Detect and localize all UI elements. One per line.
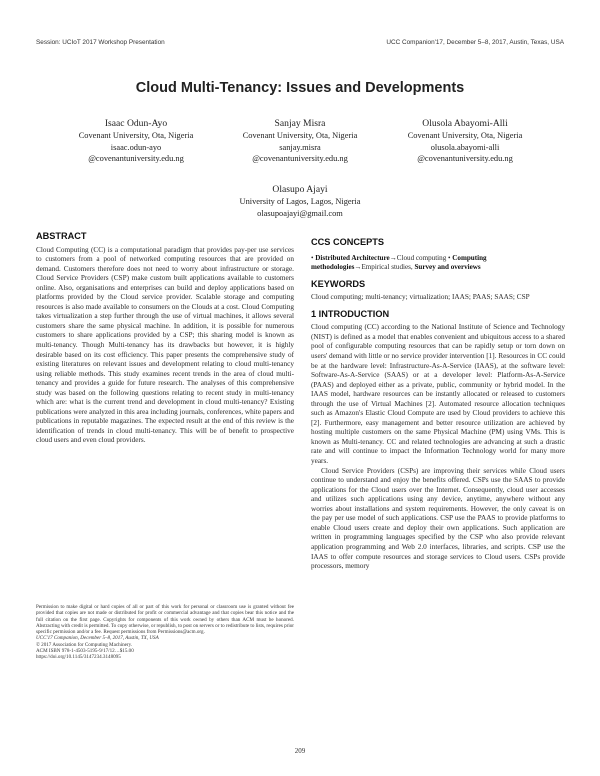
venue-line: UCC'17 Companion, December 5–8, 2017, Austin, TX, USA bbox=[36, 635, 159, 642]
abstract-heading: ABSTRACT bbox=[36, 231, 87, 241]
ccs-term: Computing methodologies bbox=[311, 253, 487, 272]
author-email[interactable]: isaac.odun-ayo bbox=[110, 142, 162, 152]
ccs-term: Survey and overviews bbox=[414, 263, 481, 272]
arrow-icon: → bbox=[389, 253, 397, 262]
ccs-term: Distributed Architecture bbox=[315, 253, 390, 262]
author-affiliation: Covenant University, Ota, Nigeria bbox=[78, 131, 194, 140]
intro-paragraph: Cloud computing (CC) according to the National Institute of Science and Technology (NIST) is defined as a model that enables convenient and ubiquitous access to a shared pool of configurable computing resources that can be rapidly setup or torn down on users' demand with little or no service provider intervention [1]. Resources in CC could be at the hardware level: Infrastructure-As-A-Service (IAAS), at the software level: Software-As-A-Service (SAAS) or at a developer level: Platform-As-A-Service (PAAS) and deployed either as a private, public, community or hybrid model. In the IAAS model, hardware resources can be instantly allocated or released to customers through the use of Virtual Machines [2]. Automated resource allocation techniques such as Amazon's Elastic Cloud Compute are used by Cloud providers to achieve this [2]. Furthermore, easy management and better resource utilization are achieved by hosting multiple customers on the same Physical Machine (PM) using VMs. This is known as Multi-tenancy. CC and related technologies are advancing at such a drastic rate and will continue to impact the Information Technology world for many more years. bbox=[311, 323, 565, 466]
running-header-left: Session: UCIoT 2017 Workshop Presentation bbox=[36, 39, 165, 46]
permission-text: Permission to make digital or hard copies of all or part of this work for personal or classroom use is granted without fee provided that copies are not made or distributed for profit or commercial advantage and that copies bear this notice and the full citation on the first page. Copyrights for components of this work owned by others than ACM must be honored. Abstracting with credit is permitted. To copy otherwise, or republish, to post on servers or to redistribute to lists, requires prior specific permission and/or a fee. Request permissions from Permissions@acm.org. bbox=[36, 604, 294, 636]
paper-title: Cloud Multi-Tenancy: Issues and Developments bbox=[135, 80, 465, 96]
bullet: • bbox=[311, 253, 314, 262]
right-column bbox=[311, 238, 565, 572]
arrow-icon: → bbox=[354, 263, 362, 272]
author-email-domain[interactable]: @covenantuniversity.edu.ng bbox=[417, 154, 513, 163]
keywords-text: Cloud computing; multi-tenancy; virtualization; IAAS; PAAS; SAAS; CSP bbox=[311, 293, 530, 302]
author-email-domain[interactable]: @covenantuniversity.edu.ng bbox=[252, 154, 348, 163]
abstract-section bbox=[36, 232, 294, 446]
author-block bbox=[370, 117, 560, 165]
permission-block bbox=[36, 604, 294, 661]
author-email[interactable]: olasupoajayi@gmail.com bbox=[257, 208, 343, 218]
author-block bbox=[41, 117, 231, 165]
isbn-line: ACM ISBN 978-1-4503-5195-9/17/12…$15.00 bbox=[36, 648, 134, 655]
copyright-line: © 2017 Association for Computing Machinery. bbox=[36, 641, 133, 648]
author-email[interactable]: sanjay.misra bbox=[279, 142, 321, 152]
ccs-concepts bbox=[311, 254, 565, 273]
ccs-term: Empirical studies, bbox=[361, 263, 415, 272]
author-block bbox=[205, 117, 395, 165]
abstract-text: Cloud Computing (CC) is a computational paradigm that provides pay-per use services to customers from a pool of networked computing resources that are provided on demand. Customers therefore does not need to worry about infrastructure or storage. Cloud Service Providers (CSP) make custom built applications available to customers online. Also, organisations and enterprises can build and deploy applications based on platforms provided by the Cloud service provider. Scalable storage and computing resources is also made available to consumers on the Clouds at a cost. Cloud Computing takes virtualization a step further through the use of virtual machines, it allows several customers share the same physical machine. In addition, it is possible for numerous customers to share applications provided by a CSP; this sharing model is known as multi-tenancy. Though Multi-tenancy has its drawbacks but however, it is highly desirable based on its cost efficiency. This paper presents the comprehensive study of existing literatures on relevant issues and development relating to cloud multi-tenancy using reliable methods. This study examines recent trends in the area of cloud multi-tenancy and provides a guide for future research. The analyses of this comprehensive study was based on the following questions relating to recent study in multi-tenancy which are: what is the current trend and development in cloud multi-tenancy? Existing publications were analyzed in this area including journals, conferences, white papers and publications in reputable magazines. The expected result at the end of this review is the identification of trends in cloud multi-tenancy. This will be of benefit to prospective cloud users and even cloud providers. bbox=[36, 245, 294, 445]
doi-link[interactable]: https://doi.org/10.1145/3147234.3148095 bbox=[36, 654, 121, 661]
author-name: Olasupo Ajayi bbox=[272, 184, 328, 195]
running-header-right: UCC Companion'17, December 5–8, 2017, Austin, Texas, USA bbox=[386, 39, 564, 46]
author-name: Isaac Odun-Ayo bbox=[104, 118, 168, 129]
author-name: Sanjay Misra bbox=[274, 118, 326, 129]
author-name: Olusola Abayomi-Alli bbox=[422, 118, 508, 129]
keywords-heading: KEYWORDS bbox=[311, 278, 366, 289]
author-block bbox=[205, 183, 395, 219]
author-affiliation: Covenant University, Ota, Nigeria bbox=[407, 131, 523, 140]
ccs-heading: CCS CONCEPTS bbox=[311, 237, 384, 247]
page-number: 209 bbox=[294, 747, 306, 755]
author-email[interactable]: olusola.abayomi-alli bbox=[430, 142, 500, 152]
intro-heading: 1 INTRODUCTION bbox=[311, 308, 390, 319]
ccs-term: Cloud computing bbox=[396, 253, 447, 262]
author-affiliation: Covenant University, Ota, Nigeria bbox=[242, 131, 358, 140]
intro-paragraph: Cloud Service Providers (CSPs) are improving their services while Cloud users continue to understand and enjoy the benefits offered. CSPs use the SAAS to provide applications for the Cloud users over the Internet. Consequently, cloud user accesses and utilizes such applications using any device, anytime, anywhere without any worries about installations and system requirements. However, the only caveat is on the pay per use model of such applications. CSP use the PAAS to provide platforms to enable Cloud users create and deploy their own applications. Such application are written in programming languages specified by the CSP who also provide relevant application programming and Web 2.0 interfaces, libraries, and scripts. CSP use the IAAS to offer compute resources and storage services to Cloud users. CSPs provide processors, memory bbox=[311, 466, 565, 571]
separator: • bbox=[446, 253, 453, 262]
author-email-domain[interactable]: @covenantuniversity.edu.ng bbox=[88, 154, 184, 163]
author-affiliation: University of Lagos, Lagos, Nigeria bbox=[239, 197, 361, 206]
